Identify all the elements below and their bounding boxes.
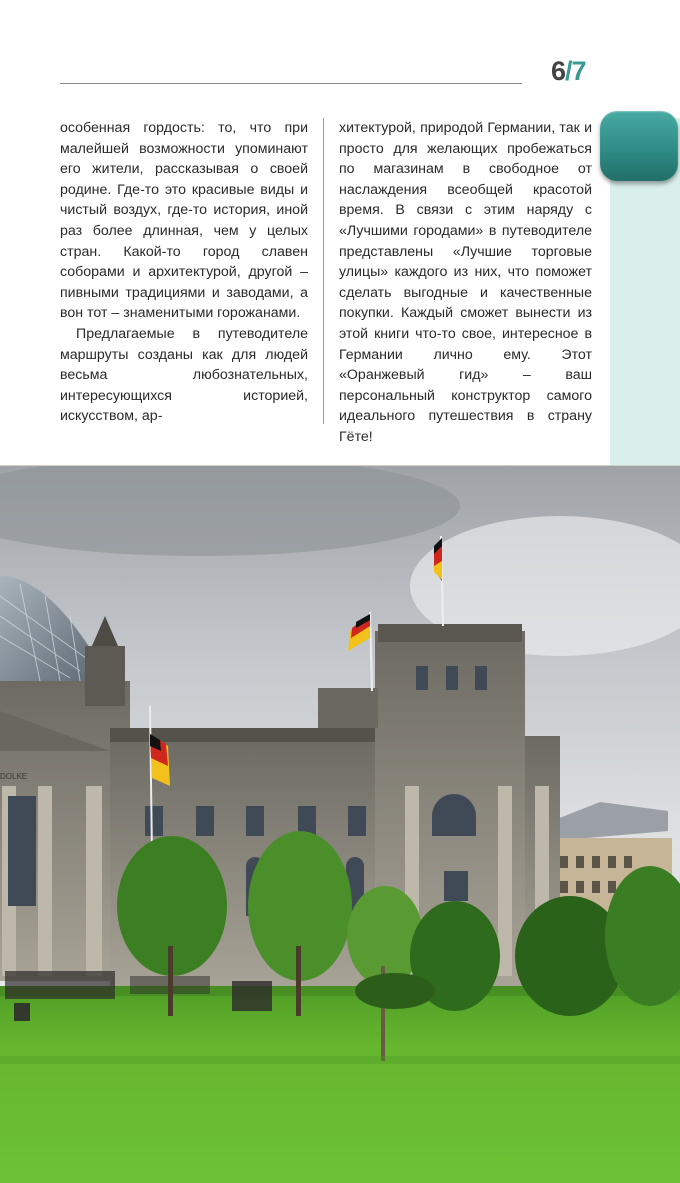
text-column-left (60, 118, 308, 427)
portico-inscription: DOLKE (0, 772, 28, 781)
header-rule (60, 83, 522, 84)
column-divider (323, 118, 324, 424)
paragraph: хитектурой, природой Германии, так и просто для желающих пробежаться по магазинам в свободное от наслаждения всеобщей красотой время. В связи с этим наряду с «Лучшими городами» в путеводителе представлены «Лучшие торговые улицы» каждого из них, что поможет сделать выгодные и качественные покупки. Каждый сможет вынести из этой книги что-то свое, интересное в Германии лично ему. Этот «Оранжевый гид» – ваш персональный конструктор самого идеального путешествия в страну Гёте! (339, 120, 592, 445)
page-total: 7 (571, 56, 586, 86)
section-tab[interactable] (600, 111, 678, 181)
paragraph: особенная гордость: то, что при малейшей возможности упоминают его жители, рассказывая о своей родине. Где-то это красивые виды и чистый воздух, где-то история, иной раз более длинная, чем у целых стран. Какой-то город славен соборами и архитектурой, другой – пивными традициями и заводами, а вон тот – знаменитыми горожанами. (60, 120, 308, 322)
page-separator: / (565, 56, 572, 86)
paragraph: Предлагаемые в путеводителе маршруты созданы как для людей весьма любознательных, интересующихся историей, искусством, ар- (60, 325, 308, 425)
page-number (551, 56, 586, 87)
page-current: 6 (551, 56, 566, 86)
lawn (0, 986, 680, 1183)
reichstag-photo (0, 465, 680, 1183)
text-column-right (339, 118, 592, 448)
